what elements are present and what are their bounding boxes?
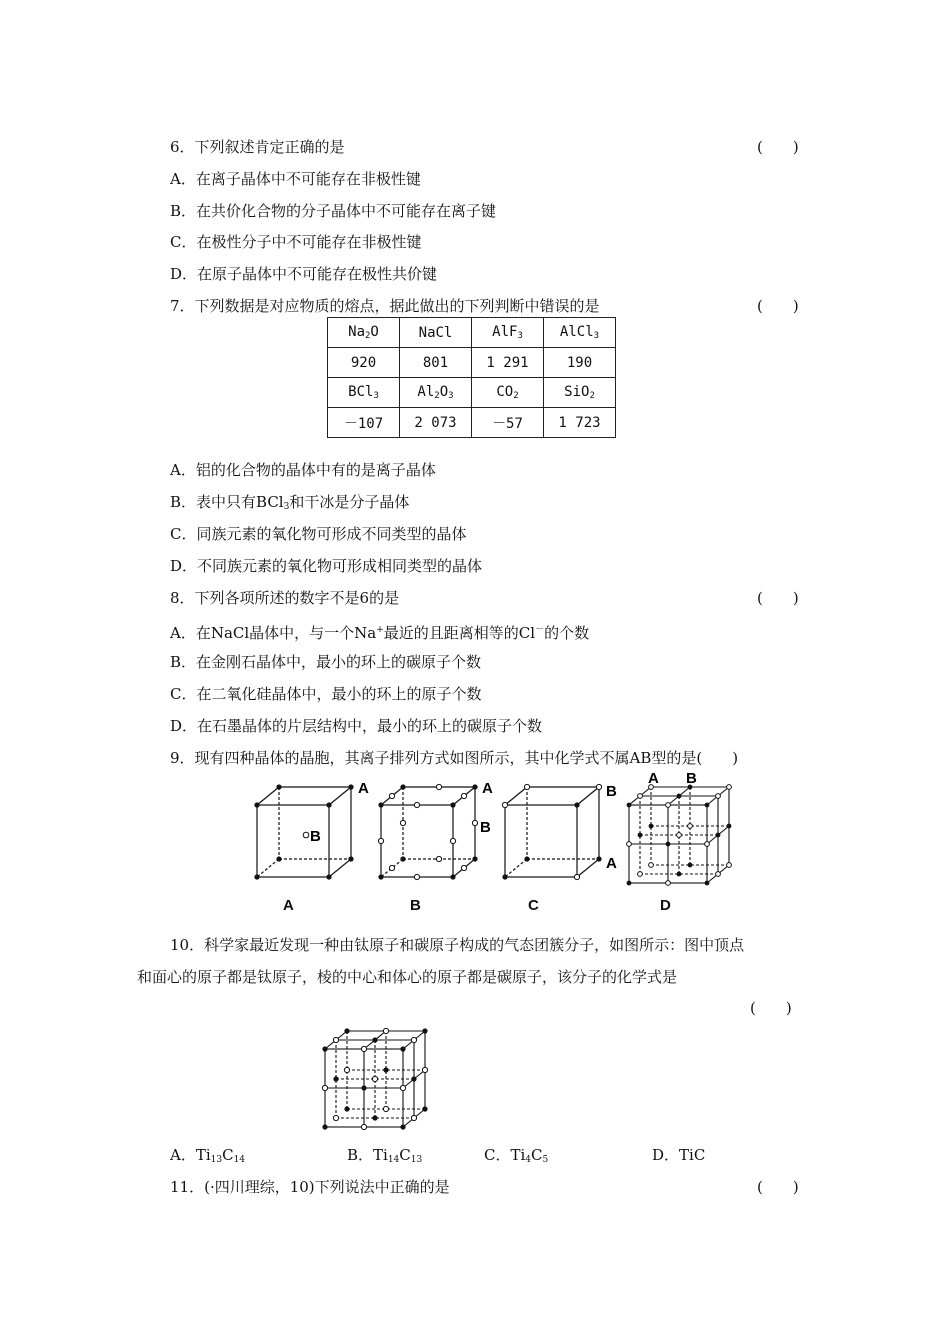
q8-answer-paren: ( ) [757, 589, 799, 607]
table-cell: SiO$_2$ [544, 378, 616, 408]
table-cell: 190 [544, 348, 616, 378]
q10-option-d: D．TiC [652, 1146, 706, 1164]
q11-answer-paren: ( ) [757, 1178, 799, 1196]
q10-stem-line1: 10．科学家最近发现一种由钛原子和碳原子构成的气态团簇分子，如图所示：图中顶点 [170, 936, 745, 954]
q6-option-b: B．在共价化合物的分子晶体中不可能存在离子键 [170, 202, 497, 220]
table-cell: 920 [328, 348, 400, 378]
table-cell: 801 [400, 348, 472, 378]
q7-answer-paren: ( ) [757, 297, 799, 315]
table-row [328, 408, 616, 438]
q11-stem: 11．(·四川理综，10)下列说法中正确的是 [170, 1178, 450, 1196]
caption-c: C [528, 897, 539, 914]
table-cell: －107 [328, 408, 400, 438]
table-cell: 1 723 [544, 408, 616, 438]
table-cell: $Na_2O$ [328, 318, 400, 348]
caption-d: D [660, 897, 671, 914]
q10-stem-line2: 和面心的原子都是钛原子，棱的中心和体心的原子都是碳原子，该分子的化学式是 [137, 968, 678, 986]
crystal-cell-d [622, 770, 747, 890]
label-a: A [358, 780, 369, 797]
melting-point-table [327, 317, 616, 438]
q8-option-c: C．在二氧化硅晶体中，最小的环上的原子个数 [170, 685, 482, 703]
q6-stem: 6．下列叙述肯定正确的是 [170, 138, 345, 156]
q10-answer-paren: ( ) [750, 999, 792, 1017]
table-row [328, 318, 616, 348]
svg-text:B: B [686, 770, 697, 787]
table-cell: BCl$_3$ [328, 378, 400, 408]
svg-text:A: A [606, 855, 617, 872]
table-row [328, 348, 616, 378]
q8-option-a: A．在NaCl晶体中，与一个Na+最近的且距离相等的Cl－的个数 [170, 624, 590, 642]
crystal-cell-a [250, 780, 380, 890]
q8-option-d: D．在石墨晶体的片层结构中，最小的环上的碳原子个数 [170, 717, 543, 735]
q7-stem: 7．下列数据是对应物质的熔点，据此做出的下列判断中错误的是 [170, 297, 600, 315]
q7-option-d: D．不同族元素的氧化物可形成相同类型的晶体 [170, 557, 483, 575]
ti-c-cluster-figure [318, 1012, 443, 1134]
crystal-cell-b [374, 780, 504, 890]
q9-stem: 9．现有四种晶体的晶胞，其离子排列方式如图所示，其中化学式不属AB型的是( ) [170, 749, 739, 767]
svg-text:B: B [480, 819, 491, 836]
caption-a: A [283, 897, 294, 914]
caption-b: B [410, 897, 421, 914]
q6-answer-paren: ( ) [757, 138, 799, 156]
q7-option-a: A．铝的化合物的晶体中有的是离子晶体 [170, 461, 436, 479]
q10-option-b: B．$Ti_{14}C_{13}$ [347, 1146, 423, 1165]
q6-option-c: C．在极性分子中不可能存在非极性键 [170, 233, 422, 251]
q10-option-c: C．$Ti_4C_5$ [484, 1146, 549, 1165]
table-cell: AlCl$_3$ [544, 318, 616, 348]
svg-text:A: A [482, 780, 493, 797]
table-cell: $CO_2$ [472, 378, 544, 408]
table-cell: AlF$_3$ [472, 318, 544, 348]
table-cell: 2 073 [400, 408, 472, 438]
table-cell: NaCl [400, 318, 472, 348]
q7-option-c: C．同族元素的氧化物可形成不同类型的晶体 [170, 525, 467, 543]
svg-text:B: B [606, 783, 617, 800]
q6-option-d: D．在原子晶体中不可能存在极性共价键 [170, 265, 438, 283]
q10-option-a: A．$Ti_{13}C_{14}$ [170, 1146, 246, 1165]
table-cell: $Al_2O_3$ [400, 378, 472, 408]
label-b: B [310, 828, 321, 845]
q8-stem: 8．下列各项所述的数字不是6的是 [170, 589, 400, 607]
q8-option-b: B．在金刚石晶体中，最小的环上的碳原子个数 [170, 653, 482, 671]
q7-option-b: B．表中只有BCl$_3$和干冰是分子晶体 [170, 493, 410, 512]
crystal-cell-c [498, 780, 628, 890]
svg-text:A: A [648, 770, 659, 787]
table-cell: 1 291 [472, 348, 544, 378]
table-cell: －57 [472, 408, 544, 438]
table-row [328, 378, 616, 408]
q6-option-a: A．在离子晶体中不可能存在非极性键 [170, 170, 421, 188]
